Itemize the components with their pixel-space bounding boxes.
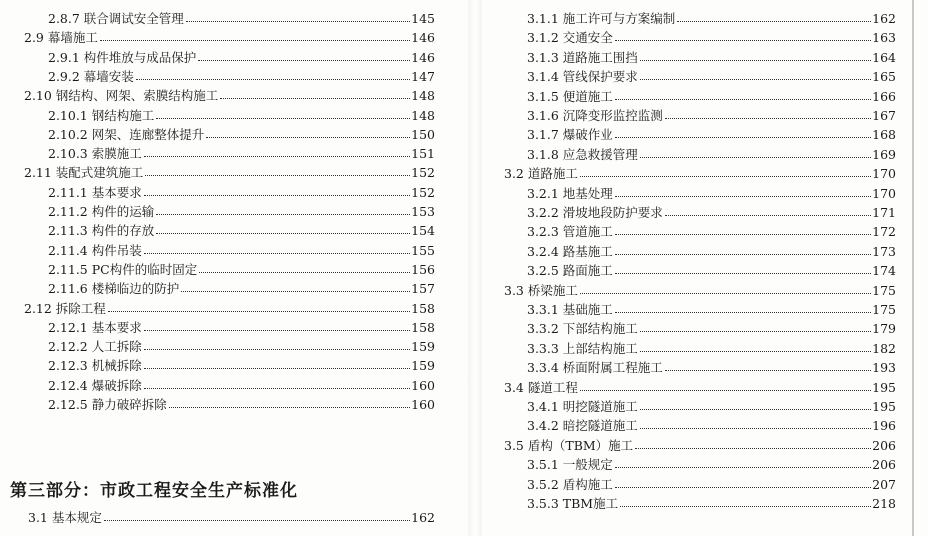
toc-entry-page-number: 193	[872, 360, 896, 376]
toc-entry-title: 3.2 道路施工	[504, 166, 578, 182]
toc-entry[interactable]	[28, 508, 435, 527]
toc-entry-page-number: 196	[872, 418, 896, 434]
toc-entry[interactable]	[527, 9, 896, 28]
toc-entry-title: 3.1 基本规定	[28, 510, 102, 525]
toc-entry-title: 2.11.4 构件吊装	[48, 242, 142, 258]
dot-leader	[677, 21, 871, 22]
right-page	[482, 0, 928, 536]
toc-entry[interactable]	[48, 318, 435, 337]
dot-leader	[100, 40, 410, 41]
dot-leader	[615, 137, 871, 138]
dot-leader	[169, 407, 410, 408]
toc-entry[interactable]	[48, 356, 435, 375]
dot-leader	[199, 272, 410, 273]
toc-entry-page-number: 163	[872, 30, 896, 46]
toc-entry[interactable]	[24, 28, 435, 47]
toc-entry-title: 3.2.3 管道施工	[527, 224, 613, 240]
toc-entry[interactable]	[48, 279, 435, 298]
toc-entry-title: 2.11.3 构件的存放	[48, 223, 155, 239]
dot-leader	[144, 330, 410, 331]
dot-leader	[156, 214, 410, 215]
dot-leader	[580, 293, 871, 294]
toc-entry-title: 3.3.2 下部结构施工	[527, 321, 638, 337]
toc-entry[interactable]	[48, 376, 435, 395]
toc-entry-title: 3.3.4 桥面附属工程施工	[527, 360, 663, 376]
dot-leader	[144, 368, 410, 369]
toc-entry-title: 3.1.7 爆破作业	[527, 127, 613, 143]
toc-entry[interactable]	[527, 184, 896, 203]
toc-entry-page-number: 171	[872, 205, 896, 220]
toc-entry[interactable]	[48, 48, 435, 67]
toc-entry-title: 3.2.4 路基施工	[527, 243, 613, 259]
toc-entry[interactable]	[48, 125, 435, 144]
toc-entry-title: 2.11.6 楼梯临边的防护	[48, 281, 180, 297]
toc-entry-page-number: 151	[411, 146, 435, 162]
dot-leader	[580, 390, 871, 391]
toc-entry-title: 2.10 钢结构、网架、索膜结构施工	[24, 88, 219, 104]
toc-entry[interactable]	[527, 87, 896, 106]
toc-entry[interactable]	[504, 436, 896, 455]
toc-entry[interactable]	[527, 125, 896, 144]
toc-entry-page-number: 175	[872, 282, 896, 298]
toc-entry-title: 3.5.1 一般规定	[527, 457, 613, 473]
toc-entry-title: 3.4.1 明挖隧道施工	[527, 399, 638, 414]
dot-leader	[108, 311, 410, 312]
dot-leader	[104, 520, 410, 521]
toc-entry-title: 2.12.4 爆破拆除	[48, 377, 142, 393]
dot-leader	[640, 157, 871, 158]
toc-entry-title: 2.9.2 幕墙安装	[48, 68, 134, 84]
toc-entry-title: 3.1.2 交通安全	[527, 30, 613, 46]
dot-leader	[665, 215, 871, 216]
dot-leader	[156, 118, 410, 119]
toc-entry-title: 3.3 桥梁施工	[504, 282, 578, 298]
toc-entry-page-number: 153	[411, 204, 435, 219]
toc-entry-title: 3.1.4 管线保护要求	[527, 69, 638, 85]
toc-entry-page-number: 160	[411, 377, 435, 393]
toc-entry-page-number: 146	[411, 49, 435, 65]
toc-entry-title: 2.10.2 网架、连廊整体提升	[48, 126, 205, 142]
toc-entry[interactable]	[527, 319, 896, 338]
toc-entry-page-number: 172	[872, 224, 896, 240]
toc-entry-page-number: 158	[411, 300, 435, 316]
dot-leader	[144, 156, 410, 157]
toc-entry-title: 2.12.3 机械拆除	[48, 358, 142, 374]
toc-entry[interactable]	[48, 202, 435, 221]
toc-entry-title: 2.10.1 钢结构施工	[48, 107, 155, 123]
toc-entry-title: 3.1.6 沉降变形监控监测	[527, 108, 663, 123]
toc-entry[interactable]	[527, 242, 896, 261]
toc-entry[interactable]	[527, 28, 896, 47]
dot-leader	[615, 40, 871, 41]
toc-entry-page-number: 182	[872, 340, 896, 356]
toc-entry-title: 3.4 隧道工程	[504, 379, 578, 395]
toc-entry-title: 2.12.1 基本要求	[48, 319, 142, 335]
book-spine	[468, 0, 482, 536]
toc-entry[interactable]	[527, 67, 896, 86]
toc-entry-page-number: 159	[411, 339, 435, 355]
toc-entry-page-number: 165	[872, 69, 896, 85]
toc-entry-title: 3.5.3 TBM施工	[527, 496, 619, 511]
toc-entry-page-number: 148	[411, 107, 435, 123]
toc-entry[interactable]	[24, 86, 435, 105]
dot-leader	[144, 253, 410, 254]
dot-leader	[615, 234, 871, 235]
toc-entry-title: 3.5.2 盾构施工	[527, 476, 613, 492]
dot-leader	[615, 254, 871, 255]
dot-leader	[640, 79, 871, 80]
toc-entry-page-number: 166	[872, 88, 896, 104]
toc-entry[interactable]	[48, 106, 435, 125]
toc-entry-title: 3.1.5 便道施工	[527, 88, 613, 104]
toc-entry-title: 2.8.7 联合调试安全管理	[48, 11, 184, 26]
toc-entry-page-number: 160	[411, 397, 435, 412]
toc-entry-page-number: 164	[872, 49, 896, 65]
toc-entry-title: 3.2.2 滑坡地段防护要求	[527, 205, 663, 220]
toc-entry[interactable]	[527, 397, 896, 416]
toc-entry[interactable]	[527, 455, 896, 474]
toc-entry-page-number: 168	[872, 127, 896, 143]
toc-entry-title: 3.5 盾构（TBM）施工	[504, 437, 634, 453]
dot-leader	[615, 312, 871, 313]
toc-entry-page-number: 206	[872, 437, 896, 453]
toc-entry-title: 3.4.2 暗挖隧道施工	[527, 418, 638, 434]
dot-leader	[136, 79, 410, 80]
toc-entry-page-number: 148	[411, 88, 435, 104]
toc-entry-title: 3.1.1 施工许可与方案编制	[527, 11, 676, 26]
toc-entry[interactable]	[504, 378, 896, 397]
toc-entry[interactable]	[527, 106, 896, 125]
toc-entry[interactable]	[24, 163, 435, 182]
toc-entry[interactable]	[48, 260, 435, 279]
dot-leader	[615, 487, 871, 488]
toc-entry-page-number: 207	[872, 476, 896, 492]
toc-entry[interactable]	[24, 299, 435, 318]
toc-entry[interactable]	[527, 416, 896, 435]
dot-leader	[181, 291, 410, 292]
dot-leader	[580, 176, 871, 177]
toc-entry[interactable]	[527, 222, 896, 241]
dot-leader	[206, 137, 410, 138]
toc-entry-title: 2.11.5 PC构件的临时固定	[48, 261, 198, 277]
dot-leader	[144, 349, 410, 350]
toc-entry-page-number: 179	[872, 321, 896, 337]
toc-entry-title: 2.9.1 构件堆放与成品保护	[48, 49, 197, 65]
toc-entry[interactable]	[48, 221, 435, 240]
toc-entry-title: 2.11 装配式建筑施工	[24, 165, 144, 181]
toc-entry-page-number: 206	[872, 457, 896, 473]
toc-entry-title: 3.1.3 道路施工围挡	[527, 49, 638, 65]
toc-entry-page-number: 158	[411, 319, 435, 335]
toc-entry-title: 3.3.3 上部结构施工	[527, 340, 638, 356]
toc-entry[interactable]	[527, 475, 896, 494]
toc-entry-title: 3.2.5 路面施工	[527, 263, 613, 279]
toc-entry-page-number: 159	[411, 358, 435, 374]
toc-entry[interactable]	[527, 261, 896, 280]
dot-leader	[640, 331, 871, 332]
toc-entry-page-number: 169	[872, 146, 896, 162]
toc-entry-page-number: 174	[872, 263, 896, 279]
dot-leader	[640, 351, 871, 352]
toc-entry[interactable]	[48, 9, 435, 28]
toc-entry-title: 2.12 拆除工程	[24, 300, 106, 316]
toc-entry[interactable]	[527, 145, 896, 164]
dot-leader	[635, 448, 871, 449]
dot-leader	[615, 99, 871, 100]
toc-entry-page-number: 154	[411, 223, 435, 239]
toc-entry-page-number: 162	[411, 510, 435, 525]
toc-entry[interactable]	[527, 48, 896, 67]
toc-entry[interactable]	[48, 144, 435, 163]
toc-entry[interactable]	[504, 164, 896, 183]
toc-entry-page-number: 195	[872, 399, 896, 414]
toc-entry[interactable]	[527, 300, 896, 319]
dot-leader	[156, 233, 410, 234]
dot-leader	[615, 196, 871, 197]
toc-entry-title: 2.12.2 人工拆除	[48, 339, 142, 355]
toc-entry-page-number: 170	[872, 185, 896, 201]
toc-entry-page-number: 146	[411, 30, 435, 46]
toc-entry-page-number: 147	[411, 68, 435, 84]
dot-leader	[615, 467, 871, 468]
dot-leader	[144, 195, 410, 196]
toc-entry[interactable]	[48, 395, 435, 414]
toc-entry[interactable]	[527, 494, 896, 513]
toc-entry[interactable]	[48, 241, 435, 260]
toc-entry-page-number: 218	[872, 496, 896, 511]
toc-entry-title: 3.2.1 地基处理	[527, 185, 613, 201]
part-heading: 第三部分：市政工程安全生产标准化	[10, 481, 298, 501]
dot-leader	[640, 60, 871, 61]
toc-entry-page-number: 155	[411, 242, 435, 258]
dot-leader	[640, 409, 871, 410]
dot-leader	[665, 370, 871, 371]
toc-entry-title: 2.11.2 构件的运输	[48, 204, 155, 219]
toc-entry-page-number: 170	[872, 166, 896, 182]
toc-entry-title: 2.12.5 静力破碎拆除	[48, 397, 167, 412]
toc-entry-page-number: 175	[872, 302, 896, 317]
toc-entry-page-number: 145	[411, 11, 435, 26]
toc-entry-page-number: 157	[411, 281, 435, 297]
toc-entry-title: 2.11.1 基本要求	[48, 184, 142, 200]
toc-entry-page-number: 173	[872, 243, 896, 259]
toc-entry[interactable]	[504, 281, 896, 300]
toc-entry-page-number: 150	[411, 126, 435, 142]
dot-leader	[640, 428, 871, 429]
toc-entry[interactable]	[48, 67, 435, 86]
toc-entry[interactable]	[48, 337, 435, 356]
dot-leader	[615, 273, 871, 274]
dot-leader	[220, 98, 410, 99]
toc-entry[interactable]	[527, 339, 896, 358]
toc-entry[interactable]	[527, 203, 896, 222]
dot-leader	[665, 118, 871, 119]
dot-leader	[186, 21, 410, 22]
toc-entry-title: 2.10.3 索膜施工	[48, 146, 142, 162]
toc-entry-page-number: 152	[411, 184, 435, 200]
dot-leader	[198, 60, 410, 61]
toc-entry-page-number: 152	[411, 165, 435, 181]
toc-entry-title: 3.1.8 应急救援管理	[527, 146, 638, 162]
dot-leader	[620, 506, 871, 507]
toc-entry-page-number: 167	[872, 108, 896, 123]
toc-entry[interactable]	[48, 183, 435, 202]
dot-leader	[145, 175, 410, 176]
toc-entry-page-number: 195	[872, 379, 896, 395]
page-edge	[912, 0, 914, 536]
toc-entry-page-number: 162	[872, 11, 896, 26]
toc-entry-title: 3.3.1 基础施工	[527, 302, 613, 317]
dot-leader	[144, 388, 410, 389]
toc-entry[interactable]	[527, 358, 896, 377]
toc-entry-page-number: 156	[411, 261, 435, 277]
toc-entry-title: 2.9 幕墙施工	[24, 30, 98, 46]
